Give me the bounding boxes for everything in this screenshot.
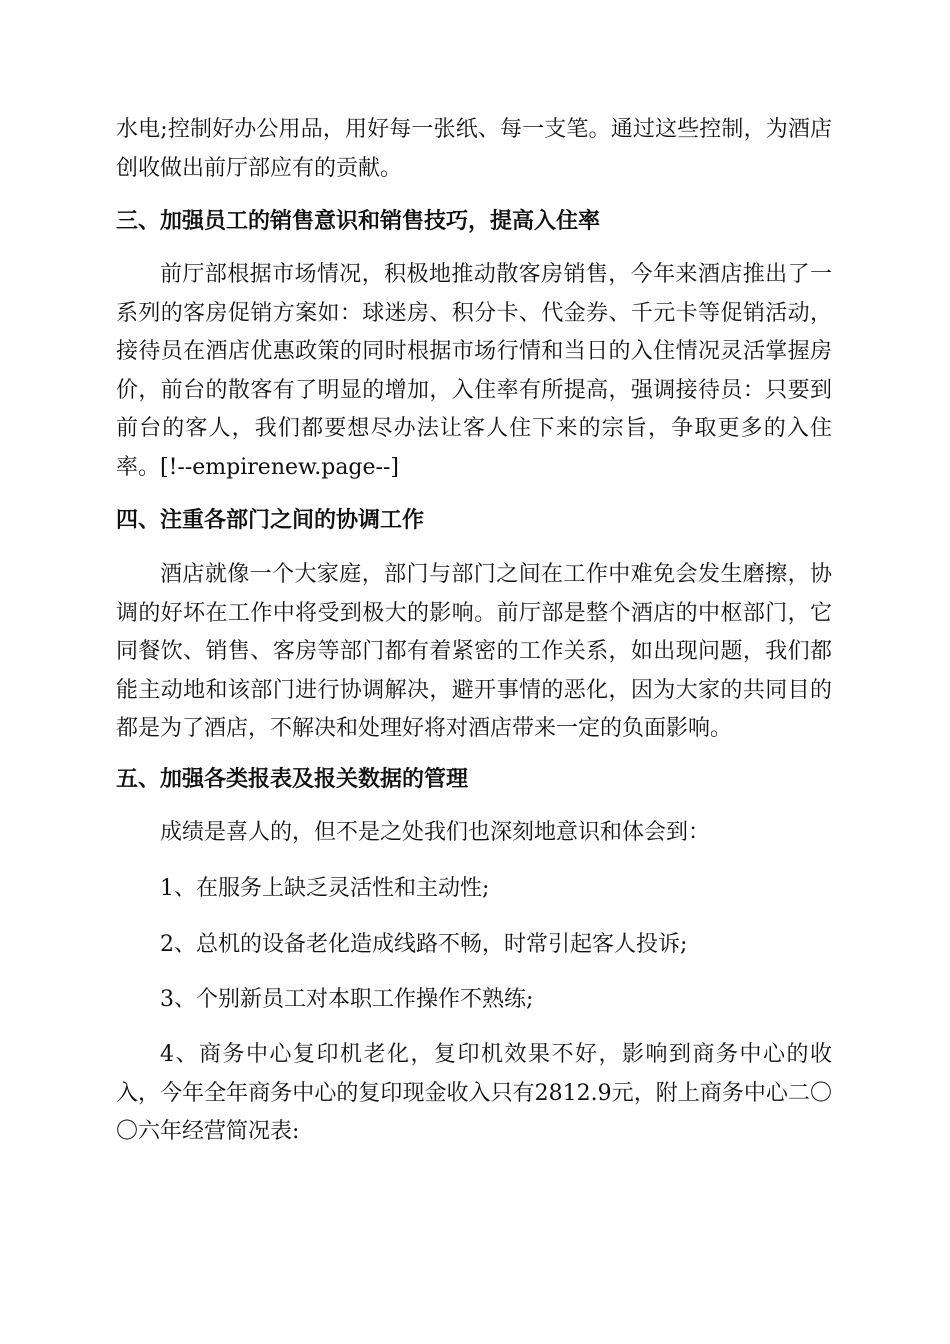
body-paragraph: 前厅部根据市场情况，积极地推动散客房销售，今年来酒店推出了一系列的客房促销方案如：球迷房、积分卡、代金券、千元卡等促销活动，接待员在酒店优惠政策的同时根据市场行情和当日的入住情况灵活掌握房价，前台的散客有了明显的增加，入住率有所提高，强调接待员：只要到前台的客人，我们都要想尽办法让客人住下来的宗旨，争取更多的入住率。[!--empirenew.page--]: [116, 262, 832, 480]
section-heading-5: 五、加强各类报表及报关数据的管理: [116, 767, 469, 792]
list-item: 3、个别新员工对本职工作操作不熟练;: [160, 987, 534, 1012]
list-item: 1、在服务上缺乏灵活性和主动性;: [160, 876, 490, 901]
section-heading-4: 四、注重各部门之间的协调工作: [116, 508, 425, 533]
list-item: 2、总机的设备老化造成线路不畅，时常引起客人投诉;: [160, 932, 688, 957]
list-item: 4、商务中心复印机老化，复印机效果不好，影响到商务中心的收入，今年全年商务中心的复印现金收入只有2812.9元，附上商务中心二〇〇六年经营简况表:: [116, 1042, 832, 1144]
body-paragraph: 酒店就像一个大家庭，部门与部门之间在工作中难免会发生磨擦，协调的好坏在工作中将受到极大的影响。前厅部是整个酒店的中枢部门，它同餐饮、销售、客房等部门都有着紧密的工作关系，如出现问题，我们都能主动地和该部门进行协调解决，避开事情的恶化，因为大家的共同目的都是为了酒店，不解决和处理好将对酒店带来一定的负面影响。: [116, 562, 832, 741]
section-heading-3: 三、加强员工的销售意识和销售技巧，提高入住率: [116, 209, 601, 234]
body-paragraph: 成绩是喜人的，但不是之处我们也深刻地意识和体会到：: [160, 820, 711, 845]
body-paragraph: 水电;控制好办公用品，用好每一张纸、每一支笔。通过这些控制，为酒店创收做出前厅部应有的贡献。: [116, 117, 832, 181]
